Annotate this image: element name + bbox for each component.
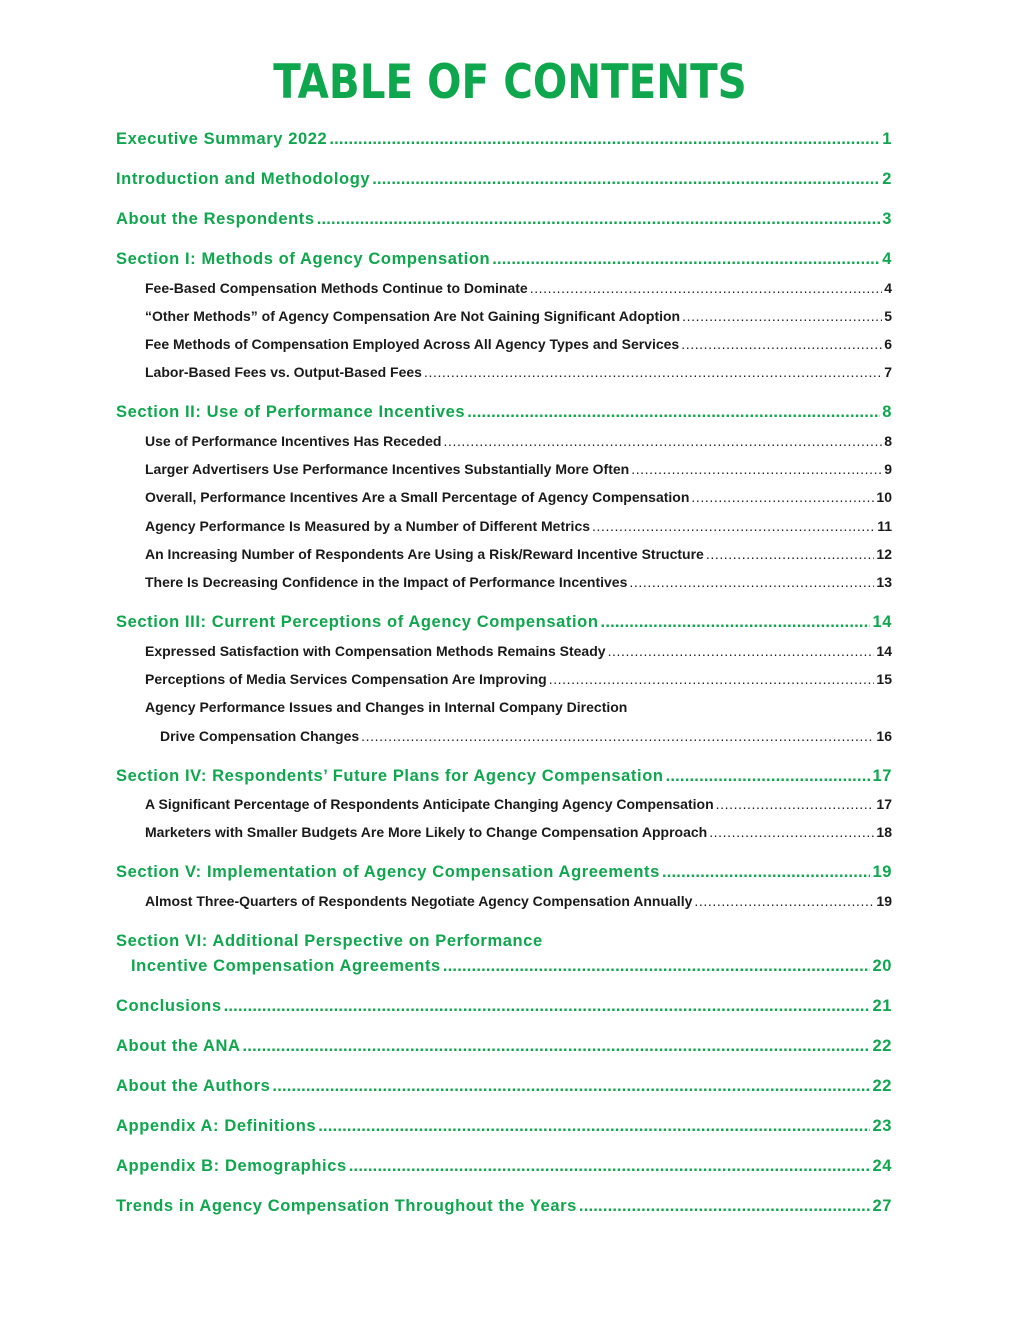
dot-leader bbox=[318, 1117, 870, 1136]
toc-subentry-label-line1[interactable]: Agency Performance Issues and Changes in Internal Company Direction bbox=[145, 699, 628, 715]
toc-subentry[interactable] bbox=[145, 893, 892, 913]
toc-page-number: 17 bbox=[872, 767, 892, 785]
toc-entry-label: About the Respondents bbox=[116, 210, 315, 228]
toc-entry-label: Incentive Compensation Agreements bbox=[131, 957, 441, 975]
dot-leader bbox=[682, 308, 882, 324]
toc-page-number: 6 bbox=[884, 336, 892, 352]
toc-subentry[interactable] bbox=[160, 728, 892, 748]
toc-entry-appendix-a[interactable] bbox=[116, 1117, 892, 1139]
toc-page-number: 11 bbox=[877, 518, 892, 534]
toc-subentry[interactable] bbox=[145, 546, 892, 566]
dot-leader bbox=[608, 643, 875, 659]
toc-subentry-label: “Other Methods” of Agency Compensation Are Not Gaining Significant Adoption bbox=[145, 308, 681, 324]
toc-page-number: 2 bbox=[882, 170, 892, 188]
toc-entry-label: Conclusions bbox=[116, 997, 222, 1015]
dot-leader bbox=[694, 893, 874, 909]
toc-page-number: 8 bbox=[884, 433, 892, 449]
dot-leader bbox=[243, 1037, 871, 1056]
dot-leader bbox=[530, 280, 883, 296]
toc-entry-label: Appendix A: Definitions bbox=[116, 1117, 317, 1135]
toc-page-number: 17 bbox=[876, 796, 892, 812]
toc-page-number: 9 bbox=[884, 461, 892, 477]
toc-entry-label: Appendix B: Demographics bbox=[116, 1157, 347, 1175]
toc-entry-section-6[interactable] bbox=[131, 957, 892, 979]
toc-entry-label: Section IV: Respondents’ Future Plans for Agency Compensation bbox=[116, 767, 664, 785]
toc-entry-label: Trends in Agency Compensation Throughout the Years bbox=[116, 1197, 577, 1215]
dot-leader bbox=[372, 170, 880, 189]
toc-subentry-label: Perceptions of Media Services Compensation Are Improving bbox=[145, 671, 547, 687]
dot-leader bbox=[317, 210, 881, 229]
toc-entry-label: About the ANA bbox=[116, 1037, 241, 1055]
toc-entry-executive-summary[interactable] bbox=[116, 130, 892, 152]
toc-subentry-label: There Is Decreasing Confidence in the Impact of Performance Incentives bbox=[145, 574, 628, 590]
toc-entry-about-ana[interactable] bbox=[116, 1037, 892, 1059]
toc-entry-introduction[interactable] bbox=[116, 170, 892, 192]
toc-subentry-label: Almost Three-Quarters of Respondents Negotiate Agency Compensation Annually bbox=[145, 893, 693, 909]
toc-entry-appendix-b[interactable] bbox=[116, 1157, 892, 1179]
toc-page-number: 5 bbox=[884, 308, 892, 324]
toc-subentry[interactable] bbox=[145, 671, 892, 691]
toc-subentry[interactable] bbox=[145, 574, 892, 594]
toc-subentry-label: Larger Advertisers Use Performance Incentives Substantially More Often bbox=[145, 461, 630, 477]
dot-leader bbox=[631, 461, 882, 477]
toc-page-number: 15 bbox=[876, 671, 892, 687]
toc-subentry[interactable] bbox=[145, 364, 892, 384]
dot-leader bbox=[592, 518, 875, 534]
toc-page-number: 21 bbox=[872, 997, 892, 1015]
toc-page-number: 27 bbox=[872, 1197, 892, 1215]
dot-leader bbox=[329, 130, 880, 149]
dot-leader bbox=[601, 613, 871, 632]
toc-entry-label: Section I: Methods of Agency Compensation bbox=[116, 250, 491, 268]
toc-entry-respondents[interactable] bbox=[116, 210, 892, 232]
toc-subentry-label: Drive Compensation Changes bbox=[160, 728, 360, 744]
toc-subentry-label: An Increasing Number of Respondents Are Using a Risk/Reward Incentive Structure bbox=[145, 546, 704, 562]
toc-page-number: 22 bbox=[872, 1037, 892, 1055]
toc-page-number: 4 bbox=[884, 280, 892, 296]
toc-page-number: 7 bbox=[884, 364, 892, 380]
toc-page-number: 19 bbox=[876, 893, 892, 909]
toc-page-number: 12 bbox=[876, 546, 892, 562]
dot-leader bbox=[691, 489, 874, 505]
toc-page-number: 24 bbox=[872, 1157, 892, 1175]
toc-page-number: 4 bbox=[882, 250, 892, 268]
toc-subentry-label: Labor-Based Fees vs. Output-Based Fees bbox=[145, 364, 422, 380]
toc-entry-section-5[interactable] bbox=[116, 863, 892, 885]
toc-subentry-label: Fee Methods of Compensation Employed Across All Agency Types and Services bbox=[145, 336, 680, 352]
toc-page-number: 23 bbox=[872, 1117, 892, 1135]
toc-entry-label: Section V: Implementation of Agency Compensation Agreements bbox=[116, 863, 660, 881]
toc-subentry[interactable] bbox=[145, 796, 892, 816]
toc-entry-section-3[interactable] bbox=[116, 613, 892, 635]
dot-leader bbox=[424, 364, 882, 380]
dot-leader bbox=[706, 546, 875, 562]
dot-leader bbox=[709, 824, 874, 840]
toc-subentry-label: Expressed Satisfaction with Compensation Methods Remains Steady bbox=[145, 643, 606, 659]
dot-leader bbox=[716, 796, 875, 812]
page-title: TABLE OF CONTENTS bbox=[273, 55, 747, 110]
toc-subentry[interactable] bbox=[145, 433, 892, 453]
toc-entry-label: Introduction and Methodology bbox=[116, 170, 371, 188]
toc-entry-label: Section II: Use of Performance Incentives bbox=[116, 403, 466, 421]
toc-page-number: 8 bbox=[882, 403, 892, 421]
toc-subentry[interactable] bbox=[145, 518, 892, 538]
toc-entry-label: Executive Summary 2022 bbox=[116, 130, 328, 148]
toc-entry-section-1[interactable] bbox=[116, 250, 892, 272]
toc-subentry[interactable] bbox=[145, 824, 892, 844]
dot-leader bbox=[666, 767, 871, 786]
dot-leader bbox=[579, 1197, 871, 1216]
dot-leader bbox=[361, 728, 874, 744]
toc-subentry-label: A Significant Percentage of Respondents Anticipate Changing Agency Compensation bbox=[145, 796, 714, 812]
toc-page-number: 20 bbox=[872, 957, 892, 975]
toc-subentry[interactable] bbox=[145, 308, 892, 328]
toc-subentry-label: Use of Performance Incentives Has Receded bbox=[145, 433, 442, 449]
toc-subentry[interactable] bbox=[145, 643, 892, 663]
dot-leader bbox=[662, 863, 871, 882]
dot-leader bbox=[443, 433, 882, 449]
dot-leader bbox=[492, 250, 880, 269]
toc-entry-section-2[interactable] bbox=[116, 403, 892, 425]
toc-subentry-label: Fee-Based Compensation Methods Continue to Dominate bbox=[145, 280, 528, 296]
toc-page-number: 3 bbox=[882, 210, 892, 228]
toc-subentry[interactable] bbox=[145, 280, 892, 300]
toc-page-number: 22 bbox=[872, 1077, 892, 1095]
toc-page-number: 13 bbox=[876, 574, 892, 590]
toc-subentry[interactable] bbox=[145, 336, 892, 356]
toc-entry-conclusions[interactable] bbox=[116, 997, 892, 1019]
dot-leader bbox=[349, 1157, 871, 1176]
toc-entry-label: About the Authors bbox=[116, 1077, 271, 1095]
toc-entry-label: Section III: Current Perceptions of Agency Compensation bbox=[116, 613, 599, 631]
toc-subentry-label: Overall, Performance Incentives Are a Small Percentage of Agency Compensation bbox=[145, 489, 690, 505]
toc-entry-section-4[interactable] bbox=[116, 767, 892, 789]
dot-leader bbox=[443, 957, 871, 976]
toc-entry-trends[interactable] bbox=[116, 1197, 892, 1219]
toc-page-number: 18 bbox=[876, 824, 892, 840]
toc-page-number: 14 bbox=[872, 613, 892, 631]
toc-subentry-label: Agency Performance Is Measured by a Number of Different Metrics bbox=[145, 518, 591, 534]
dot-leader bbox=[224, 997, 871, 1016]
dot-leader bbox=[467, 403, 880, 422]
toc-page-number: 10 bbox=[876, 489, 892, 505]
dot-leader bbox=[629, 574, 874, 590]
toc-page-number: 19 bbox=[872, 863, 892, 881]
toc-subentry[interactable] bbox=[145, 489, 892, 509]
dot-leader bbox=[681, 336, 882, 352]
toc-entry-section-6-line1[interactable]: Section VI: Additional Perspective on Performance bbox=[116, 932, 543, 950]
dot-leader bbox=[549, 671, 875, 687]
toc-entry-about-authors[interactable] bbox=[116, 1077, 892, 1099]
toc-subentry[interactable] bbox=[145, 461, 892, 481]
toc-page-number: 14 bbox=[876, 643, 892, 659]
dot-leader bbox=[272, 1077, 870, 1096]
toc-page-number: 16 bbox=[876, 728, 892, 744]
toc-subentry-label: Marketers with Smaller Budgets Are More Likely to Change Compensation Approach bbox=[145, 824, 708, 840]
toc-page-number: 1 bbox=[882, 130, 892, 148]
